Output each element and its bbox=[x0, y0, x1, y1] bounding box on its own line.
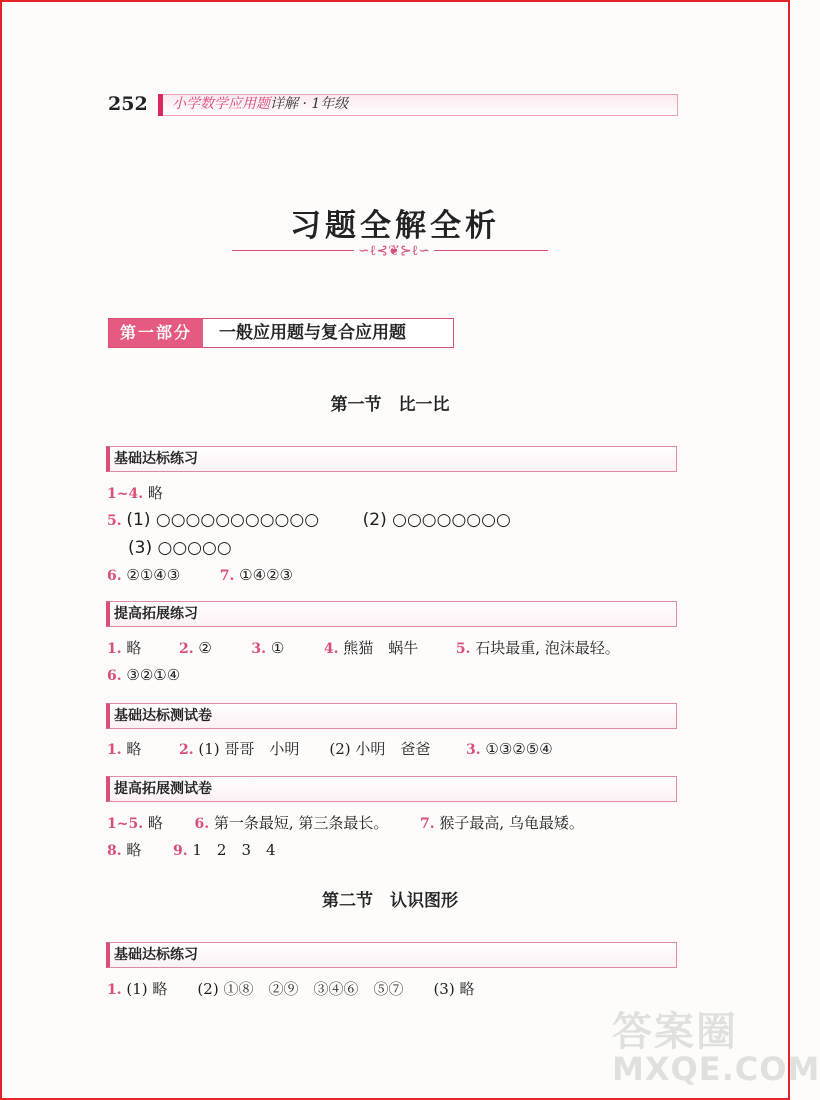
subsection-header-label: 提高拓展练习 bbox=[114, 606, 198, 622]
answer-line bbox=[128, 537, 232, 559]
question-number: 5. bbox=[455, 641, 471, 657]
answer-line bbox=[107, 509, 511, 532]
answer-text: (3) ○○○○○ bbox=[128, 538, 232, 558]
answer-text: 第一条最短, 第三条最长。 bbox=[213, 814, 389, 832]
subsection-header bbox=[106, 942, 677, 968]
page-title: 习题全解全析 bbox=[290, 208, 500, 244]
question-number: 2. bbox=[178, 742, 194, 758]
part-banner bbox=[108, 318, 454, 348]
question-number: 1~5. bbox=[107, 816, 144, 832]
title-rule-right bbox=[434, 250, 548, 251]
watermark-domain: MXQE.COM bbox=[612, 1050, 820, 1088]
running-header bbox=[108, 92, 676, 116]
title-rule-left bbox=[232, 250, 354, 251]
answer-text: 略 bbox=[147, 484, 163, 502]
answer-text: ① bbox=[270, 639, 285, 657]
answer-text: 略 bbox=[126, 639, 142, 657]
answer-line bbox=[107, 812, 584, 835]
subsection-header bbox=[106, 703, 677, 729]
subsection-header bbox=[106, 776, 677, 802]
answer-line bbox=[107, 978, 474, 1001]
answer-text: 猴子最高, 乌龟最矮。 bbox=[439, 814, 584, 832]
question-number: 1. bbox=[107, 982, 122, 998]
answer-line bbox=[107, 839, 276, 862]
subsection-header-label: 基础达标练习 bbox=[114, 947, 198, 963]
question-number: 3. bbox=[251, 641, 267, 657]
section-title: 第一节 比一比 bbox=[330, 395, 450, 415]
answer-text: ② bbox=[198, 639, 212, 657]
watermark-logo bbox=[612, 1000, 820, 1096]
subsection-header-label: 基础达标测试卷 bbox=[114, 708, 212, 724]
subsection-header bbox=[106, 601, 677, 627]
answer-line bbox=[107, 664, 180, 687]
book-title-main: 小学数学应用题 bbox=[172, 96, 270, 112]
question-number: 1. bbox=[107, 742, 122, 758]
answer-text: ①④②③ bbox=[239, 566, 293, 584]
subsection-header-label: 提高拓展测试卷 bbox=[114, 781, 212, 797]
answer-text: ①③②⑤④ bbox=[485, 740, 553, 758]
answer-line bbox=[107, 482, 163, 505]
question-number: 3. bbox=[466, 742, 481, 758]
answer-text: 略 bbox=[147, 814, 163, 832]
part-label: 第一部分 bbox=[109, 319, 203, 347]
answer-text: 1 2 3 4 bbox=[192, 841, 276, 859]
question-number: 9. bbox=[172, 843, 188, 859]
answer-text: 略 bbox=[126, 841, 142, 859]
title-ornament-icon: ∽ℓ⊰❦⊱ℓ∽ bbox=[357, 243, 431, 259]
question-number: 2. bbox=[178, 641, 194, 657]
watermark-text: 答案圈 bbox=[612, 1009, 738, 1055]
header-accent bbox=[158, 94, 163, 116]
question-number: 6. bbox=[194, 816, 210, 832]
book-title bbox=[172, 94, 348, 114]
question-number: 7. bbox=[219, 568, 235, 584]
question-number: 1~4. bbox=[107, 486, 144, 502]
answer-text: (1) 略 (2) ①⑧ ②⑨ ③④⑥ ⑤⑦ (3) 略 bbox=[126, 980, 475, 998]
answer-line bbox=[107, 564, 293, 587]
subsection-header-label: 基础达标练习 bbox=[114, 451, 198, 467]
answer-line bbox=[107, 738, 553, 761]
book-title-sub: 详解 · 1年级 bbox=[270, 96, 349, 112]
answer-text: 略 bbox=[126, 740, 142, 758]
question-number: 8. bbox=[107, 843, 122, 859]
page-number: 252 bbox=[108, 93, 148, 115]
section-title: 第二节 认识图形 bbox=[322, 891, 458, 911]
answer-line bbox=[107, 637, 620, 660]
answer-text: 石块最重, 泡沫最轻。 bbox=[475, 639, 620, 657]
part-title: 一般应用题与复合应用题 bbox=[219, 323, 406, 343]
question-number: 7. bbox=[419, 816, 435, 832]
subsection-header bbox=[106, 446, 677, 472]
answer-text: (2) ○○○○○○○○ bbox=[362, 510, 511, 530]
answer-text: (1) 哥哥 小明 (2) 小明 爸爸 bbox=[198, 740, 431, 758]
answer-text: ②①④③ bbox=[126, 566, 181, 584]
answer-text: (1) ○○○○○○○○○○○ bbox=[126, 510, 320, 530]
question-number: 4. bbox=[323, 641, 339, 657]
question-number: 1. bbox=[107, 641, 122, 657]
question-number: 6. bbox=[107, 668, 122, 684]
question-number: 6. bbox=[107, 568, 122, 584]
answer-text: 熊猫 蜗牛 bbox=[343, 639, 419, 657]
question-number: 5. bbox=[107, 513, 122, 529]
answer-text: ③②①④ bbox=[126, 666, 181, 684]
